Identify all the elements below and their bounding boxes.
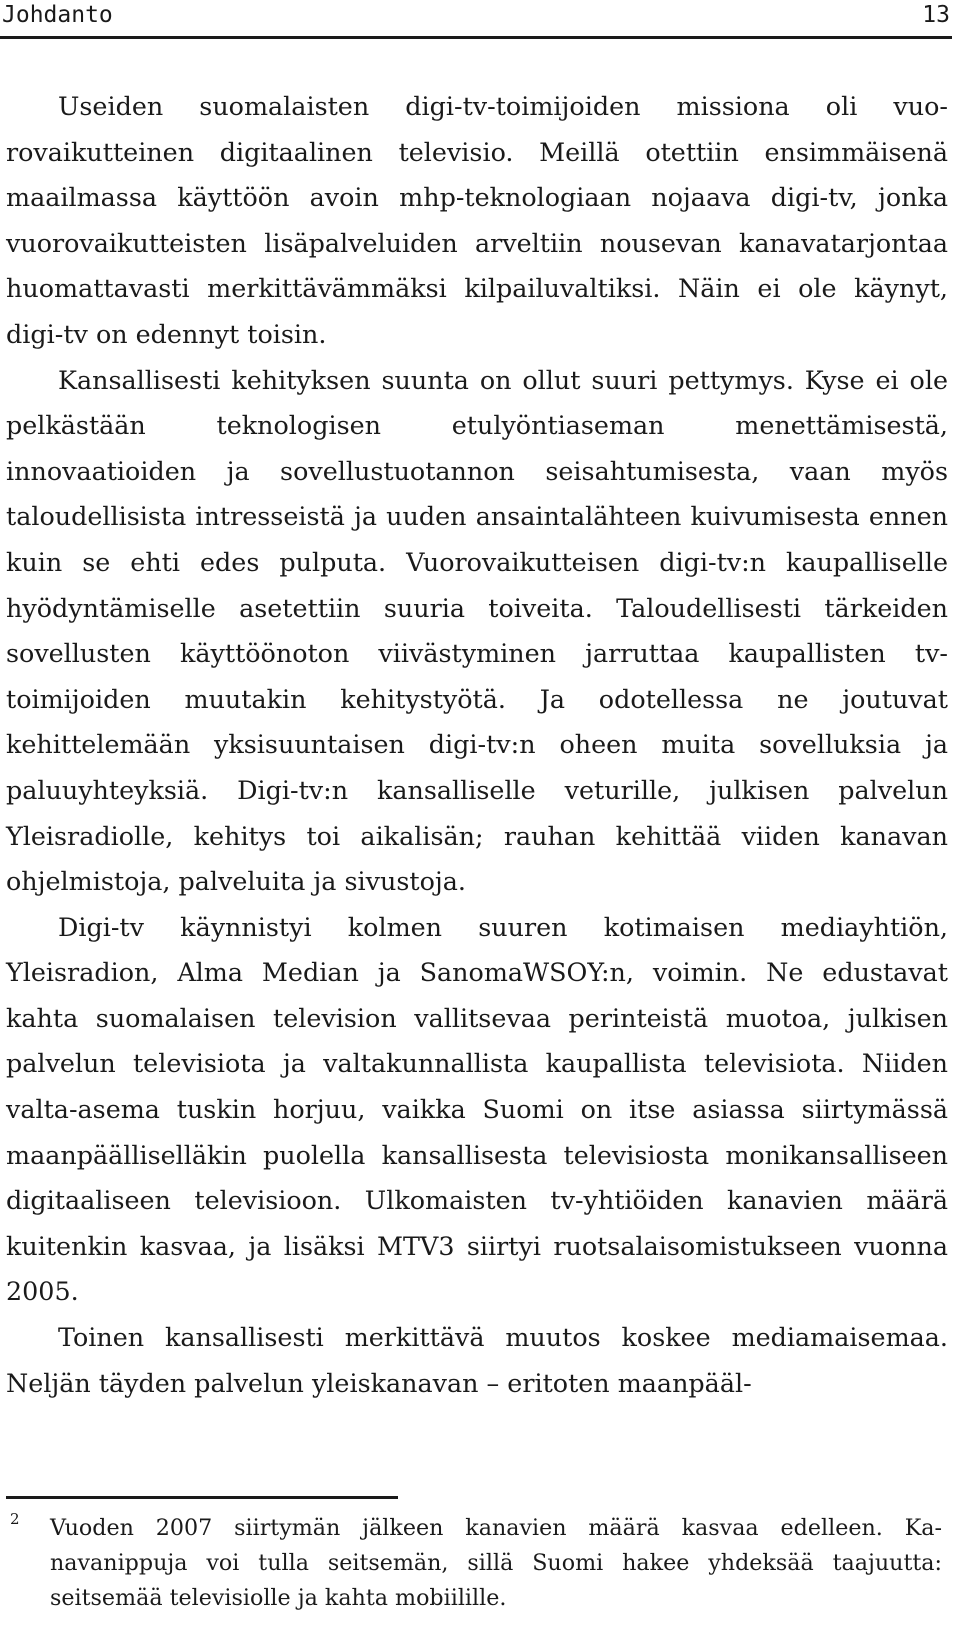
footnote-text: Vuoden 2007 siirtymän jälkeen kanavien määrä kasvaa edelleen. Kanavanippuja voi tulla seitsemän, sillä Suomi hakee yhdeksää taajuutta: seitsemää televisiolle ja kahta mobiilille. bbox=[50, 1515, 942, 1611]
page-number: 13 bbox=[922, 2, 950, 28]
footnote bbox=[6, 1511, 942, 1616]
section-title: Johdanto bbox=[2, 2, 113, 28]
footnote-rule bbox=[6, 1496, 398, 1499]
body-text bbox=[6, 84, 948, 1406]
running-header bbox=[0, 0, 952, 36]
paragraph: Digi-tv käynnistyi kolmen suuren kotimaisen mediayhtiön, Yleisradion, Alma Median ja SanomaWSOY:n, voimin. Ne edustavat kahta suomalaisen television vallitsevaa perinteistä muotoa, julkisen palvelun televisiota ja valtakunnallista kaupallista televisiota. Niiden valta-asema tuskin horjuu, vaikka Suomi on itse asiassa siirtymässä maanpäälliselläkin puolella kansallisesta televisiosta monikansalliseen digitaaliseen televisioon. Ulkomaisten tv-yhtiöiden kanavien määrä kuitenkin kasvaa, ja lisäksi MTV3 siirtyi ruotsalaisomistukseen vuonna 2005. bbox=[6, 911, 948, 1307]
paragraph: Useiden suomalaisten digi-tv-toimijoiden missiona oli vuorovaikutteinen digitaalinen televisio. Meillä otettiin ensimmäisenä maailmassa käyttöön avoin mhp-teknologiaan nojaava digi-tv, jonka vuorovaikutteisten lisäpalveluiden arveltiin nousevan kanavatarjontaa huomattavasti merkittävämmäksi kilpailuvaltiksi. Näin ei ole käynyt, digi-tv on edennyt toisin. bbox=[6, 91, 948, 349]
paragraph: Kansallisesti kehityksen suunta on ollut suuri pettymys. Kyse ei ole pelkästään teknologisen etulyöntiaseman menettämisestä, innovaatioiden ja sovellustuotannon seisahtumisesta, vaan myös taloudellisista intresseistä ja uuden ansaintalähteen kuivumisesta ennen kuin se ehti edes pulputa. Vuorovaikutteisen digi-tv:n kaupalliselle hyödyntämiselle asetettiin suuria toiveita. Taloudellisesti tärkeiden sovellusten käyttöönoton viivästyminen jarruttaa kaupallisten tv-toimijoiden muutakin kehitystyötä. Ja odotellessa ne joutuvat kehittelemään yksisuuntaisen digi-tv:n oheen muita sovelluksia ja paluuyhteyksiä. Digi-tv:n kansalliselle veturille, julkisen palvelun Yleisradiolle, kehitys toi aikalisän; rauhan kehittää viiden kanavan ohjelmistoja, palveluita ja sivustoja. bbox=[6, 364, 948, 897]
paragraph: Toinen kansallisesti merkittävä muutos koskee mediamaisemaa. Neljän täyden palvelun yleiskanavan – eritoten maanpääl- bbox=[6, 1322, 948, 1398]
header-rule bbox=[0, 36, 952, 39]
footnote-marker: 2 bbox=[10, 1510, 20, 1528]
